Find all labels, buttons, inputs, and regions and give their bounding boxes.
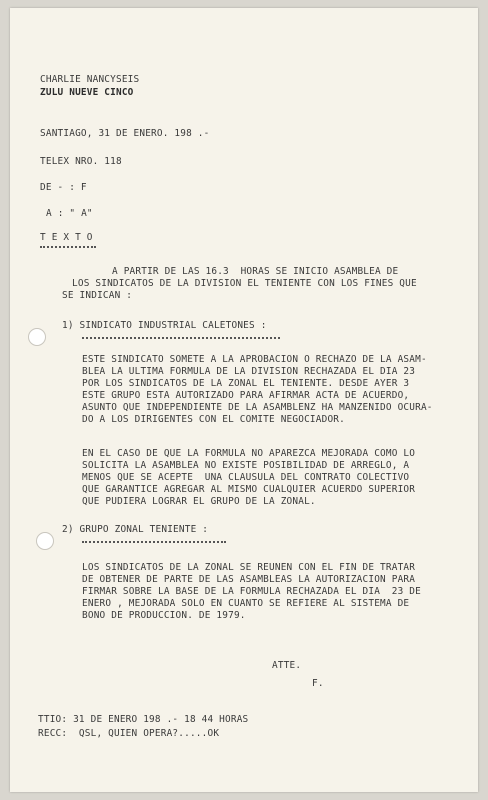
sender-line: DE - : F: [40, 182, 87, 193]
section1-para1-line: ESTE GRUPO ESTA AUTORIZADO PARA AFIRMAR ACTA DE ACUERDO,: [82, 390, 410, 401]
punch-hole-bottom: [36, 532, 54, 550]
section2-para-line: BONO DE PRODUCCION. DE 1979.: [82, 610, 246, 621]
date-line: SANTIAGO, 31 DE ENERO. 198 .-: [40, 128, 210, 139]
section2-underline: [82, 541, 226, 543]
telex-page: [10, 8, 478, 792]
intro-line: A PARTIR DE LAS 16.3 HORAS SE INICIO ASAMBLEA DE: [112, 266, 399, 277]
section1-para1-line: POR LOS SINDICATOS DE LA ZONAL EL TENIENTE. DESDE AYER 3: [82, 378, 410, 389]
section1-para1-line: ESTE SINDICATO SOMETE A LA APROBACION O RECHAZO DE LA ASAM-: [82, 354, 427, 365]
closing-signature: F.: [312, 678, 324, 689]
section1-para2-line: SOLICITA LA ASAMBLEA NO EXISTE POSIBILIDAD DE ARREGLO, A: [82, 460, 410, 471]
header-name-line2: ZULU NUEVE CINCO: [40, 87, 134, 98]
section1-para1-line: BLEA LA ULTIMA FORMULA DE LA DIVISION RECHAZADA EL DIA 23: [82, 366, 416, 377]
section2-para-line: DE OBTENER DE PARTE DE LAS ASAMBLEAS LA AUTORIZACION PARA: [82, 574, 416, 585]
section2-para-line: ENERO , MEJORADA SOLO EN CUANTO SE REFIERE AL SISTEMA DE: [82, 598, 410, 609]
closing-atte: ATTE.: [272, 660, 302, 671]
section1-heading: 1) SINDICATO INDUSTRIAL CALETONES :: [62, 320, 267, 331]
section1-para1-line: DO A LOS DIRIGENTES CON EL COMITE NEGOCIADOR.: [82, 414, 345, 425]
texto-underline: [40, 246, 96, 248]
section1-para2-line: QUE PUDIERA LOGRAR EL GRUPO DE LA ZONAL.: [82, 496, 316, 507]
section1-para2-line: QUE GARANTICE AGREGAR AL MISMO CUALQUIER ACUERDO SUPERIOR: [82, 484, 416, 495]
punch-hole-top: [28, 328, 46, 346]
section2-para-line: FIRMAR SOBRE LA BASE DE LA FORMULA RECHAZADA EL DIA 23 DE: [82, 586, 421, 597]
recipient-line: A : " A": [46, 208, 93, 219]
footer-ttio: TTIO: 31 DE ENERO 198 .- 18 44 HORAS: [38, 714, 249, 725]
header-name-line1: CHARLIE NANCYSEIS: [40, 74, 140, 85]
texto-heading: T E X T O: [40, 232, 93, 243]
section1-para1-line: ASUNTO QUE INDEPENDIENTE DE LA ASAMBLENZ HA MANZENIDO OCURA-: [82, 402, 433, 413]
intro-line: SE INDICAN :: [62, 290, 133, 301]
section2-para-line: LOS SINDICATOS DE LA ZONAL SE REUNEN CON EL FIN DE TRATAR: [82, 562, 416, 573]
section2-heading: 2) GRUPO ZONAL TENIENTE :: [62, 524, 209, 535]
section1-para2-line: MENOS QUE SE ACEPTE UNA CLAUSULA DEL CONTRATO COLECTIVO: [82, 472, 410, 483]
intro-line: LOS SINDICATOS DE LA DIVISION EL TENIENTE CON LOS FINES QUE: [72, 278, 417, 289]
section1-para2-line: EN EL CASO DE QUE LA FORMULA NO APAREZCA MEJORADA COMO LO: [82, 448, 416, 459]
footer-recc: RECC: QSL, QUIEN OPERA?.....OK: [38, 728, 220, 739]
section1-underline: [82, 337, 280, 339]
telex-number: TELEX NRO. 118: [40, 156, 122, 167]
